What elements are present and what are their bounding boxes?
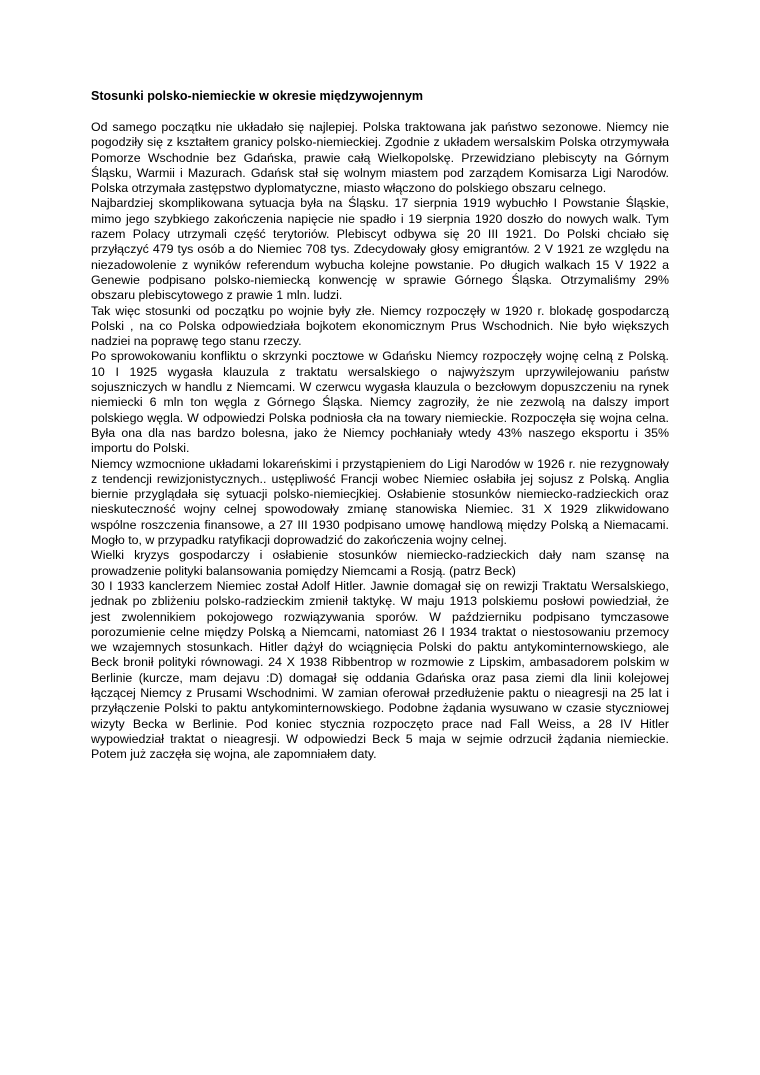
paragraph-hitler: 30 I 1933 kanclerzem Niemiec został Adolf Hitler. Jawnie domagał się on rewizji Traktatu Wersalskiego, jednak po zbliżeniu polsko-radzieckim zmienił taktykę. W maju 1913 polskiemu posłowi powiedział, że jest zwolennikiem pokojowego rozwiązywania sporów. W październiku podpisano tymczasowe porozumienie celne między Polską a Niemcami, natomiast 26 I 1934 traktat o niestosowaniu przemocy we wzajemnych stosunkach. Hitler dążył do wciągnięcia Polski do paktu antykominternowskiego, ale Beck bronił polityki równowagi. 24 X 1938 Ribbentrop w rozmowie z Lipskim, ambasadorem polskim w Berlinie (kurcze, mam dejavu :D) domagał się oddania Gdańska oraz pasa ziemi dla linii kolejowej łączącej Niemcy z Prusami Wschodnimi. W zamian oferował przedłużenie paktu o nieagresji na 25 lat i przyłączenie Polski to paktu antykominternowskiego. Podobne żądania wysuwano w czasie styczniowej wizyty Becka w Berlinie. Pod koniec stycznia rozpoczęto prace nad Fall Weiss, a 28 IV Hitler wypowiedział traktat o nieagresji. W odpowiedzi Beck 5 maja w sejmie odrzucił żądania niemieckie. Potem już zaczęła się wojna, ale zapomniałem daty.: [91, 578, 669, 762]
paragraph-silesia: Najbardziej skomplikowana sytuacja była na Śląsku. 17 sierpnia 1919 wybuchło I Powstanie Śląskie, mimo jego szybkiego zakończenia napięcie nie spadło i 19 sierpnia 1920 doszło do nowych walk. Tym razem Polacy utrzymali część terytoriów. Plebiscyt odbywa się 20 III 1921. Do Polski chciało się przyłączyć 479 tys osób a do Niemiec 708 tys. Zdecydowały głosy emigrantów. 2 V 1921 ze względu na niezadowolenie z wyników referendum wybucha kolejne powstanie. Po długich walkach 15 V 1922 a Genewie podpisano polsko-niemiecką konwencję w sprawie Górnego Śląska. Otrzymaliśmy 29% obszaru plebiscytowego z prawie 1 mln. ludzi.: [91, 196, 669, 303]
document-title: Stosunki polsko-niemieckie w okresie międzywojennym: [91, 89, 424, 103]
paragraph-locarno: Niemcy wzmocnione układami lokareńskimi i przystąpieniem do Ligi Narodów w 1926 r. nie rezygnowały z tendencji rewizjonistycznych.. ustępliwość Francji wobec Niemiec osłabiła jej sojusz z Polską. Anglia biernie przyglądała się sytuacji polsko-niemiecjkiej. Osłabienie stosunków niemiecko-radzieckich oraz nieskuteczność wojny celnej spowodowały zmianę stanowiska Niemiec. 31 X 1929 zlikwidowano wspólne roszczenia finansowe, a 27 III 1930 podpisano umowę handlową między Polską a Niemacami. Mogło to, w przypadku ratyfikacji doprowadzić do zakończenia wojny celnej.: [91, 456, 669, 548]
paragraph-blockade: Tak więc stosunki od początku po wojnie były złe. Niemcy rozpoczęły w 1920 r. blokadę gospodarczą Polski , na co Polska odpowiedziała bojkotem ekonomicznym Prus Wschodnich. Nie było większych nadziei na poprawę tego stanu rzeczy.: [91, 303, 669, 349]
document-page: [91, 88, 669, 762]
paragraph-great-depression: Wielki kryzys gospodarczy i osłabienie stosunków niemiecko-radzieckich dały nam szansę na prowadzenie polityki balansowania pomiędzy Niemcami a Rosją. (patrz Beck): [91, 548, 669, 578]
paragraph-versailles: Od samego początku nie układało się najlepiej. Polska traktowana jak państwo sezonowe. Niemcy nie pogodziły się z kształtem granicy polsko-niemieckiej. Zgodnie z układem wersalskim Polska otrzymywała Pomorze Wschodnie bez Gdańska, prawie całą Wielkopolskę. Przewidziano plebiscyty na Górnym Śląsku, Warmii i Mazurach. Gdańsk stał się wolnym miastem pod zarządem Komisarza Ligi Narodów. Polska otrzymała zastępstwo dyplomatyczne, miasto włączono do polskiego obszaru celnego.: [91, 120, 669, 196]
paragraph-customs-war: Po sprowokowaniu konfliktu o skrzynki pocztowe w Gdańsku Niemcy rozpoczęły wojnę celną z Polską. 10 I 1925 wygasła klauzula z traktatu wersalskiego o najwyższym uprzywilejowaniu państw sojuszniczych w handlu z Niemcami. W czerwcu wygasła klauzula o bezcłowym dopuszczeniu na rynek niemiecki 6 mln ton węgla z Górnego Śląska. Niemcy zagroziły, że nie zezwolą na dalszy import polskiego węgla. W odpowiedzi Polska podniosła cła na towary niemieckie. Rozpoczęła się wojna celna. Była ona dla nas bardzo bolesna, jako że Niemcy pochłaniały wtedy 43% naszego eksportu i 35% importu do Polski.: [91, 349, 669, 456]
